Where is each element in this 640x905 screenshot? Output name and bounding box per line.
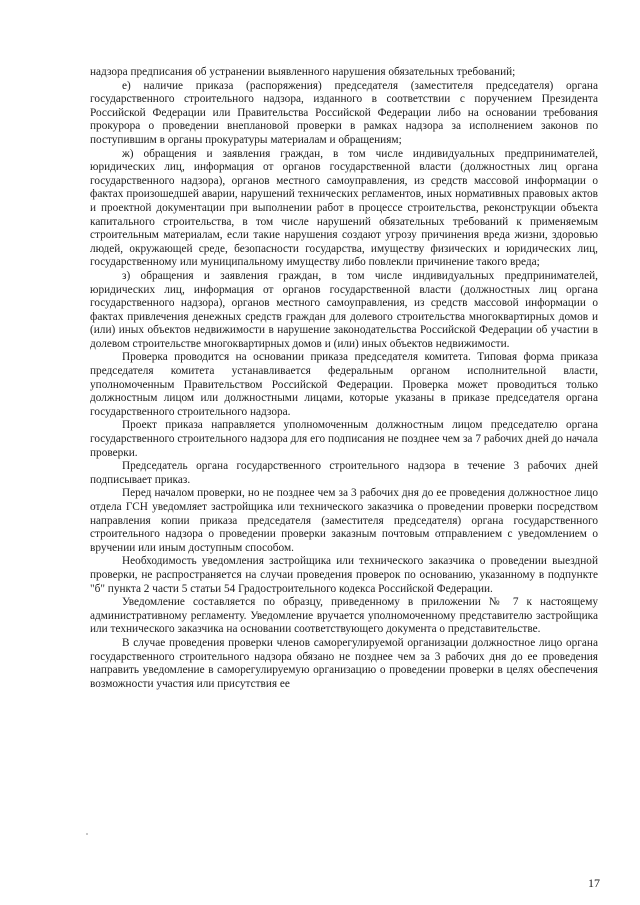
paragraph-continuation: надзора предписания об устранении выявленного нарушения обязательных требований; [90,66,516,78]
page-number: 17 [588,876,600,890]
paragraph-item-zh: ж) обращения и заявления граждан, в том числе индивидуальных предпринимателей, юридических лиц, информация от органов государственной власти (должностных лиц органа государственного надзора), органов местного самоуправления, из средств массовой информации о фактах произошедшей аварии, нарушений технических регламентов, иных нормативных правовых актов и проектной документации при выполнении работ в процессе строительства, реконструкции объекта капитального строительства, в том числе нарушений обязательных требований к применяемым строительным материалам, если такие нарушения создают угрозу причинения вреда жизни, здоровью людей, окружающей среде, безопасности государства, имуществу физических и юридических лиц, государственному или муниципальному имуществу либо повлекли причинение такого вреда; [90,147,598,269]
paragraph-item-z: з) обращения и заявления граждан, в том числе индивидуальных предпринимателей, юридических лиц, информация от органов государственной власти (должностных лиц органа государственного надзора), органов местного самоуправления, из средств массовой информации о фактах привлечения денежных средств граждан для долевого строительства многоквартирных домов и (или) иных объектов недвижимости в нарушение законодательства Российской Федерации об участии в долевом строительстве многоквартирных домов и (или) иных объектов недвижимости. [90,269,598,350]
paragraph-sro-inspection: В случае проведения проверки членов саморегулируемой организации должностное лицо органа государственного строительного надзора обязано не позднее чем за 3 рабочих дня до ее проведения направить уведомление в саморегулируемую организацию о проведении проверки в целях обеспечения возможности участия или присутствия ее [90,636,598,690]
paragraph-item-e: е) наличие приказа (распоряжения) председателя (заместителя председателя) органа государственного строительного надзора, изданного в соответствии с поручением Президента Российской Федерации или Правительства Российской Федерации либо на основании требования прокурора о проведении внеплановой проверки в рамках надзора за исполнением законов по поступившим в органы прокуратуры материалам и обращениям; [90,79,598,146]
paragraph-notice-necessity: Необходимость уведомления застройщика или технического заказчика о проведении выездной проверки, не распространяется на случаи проведения проверок по основанию, указанному в подпункте "б" пункта 2 части 5 статьи 54 Градостроительного кодекса Российской Федерации. [90,555,598,595]
body-text [90,66,598,691]
paragraph-inspection-order: Проверка проводится на основании приказа председателя комитета. Типовая форма приказа председателя комитета устанавливается федеральным органом исполнительной власти, уполномоченным Правительством Российской Федерации. Проверка может проводиться только должностным лицом или должностными лицами, которые указаны в приказе председателя органа государственного строительного надзора. [90,351,598,418]
paragraph-draft-order: Проект приказа направляется уполномоченным должностным лицом председателю органа государственного строительного надзора для его подписания не позднее чем за 7 рабочих дней до начала проверки. [90,419,598,459]
paragraph-notice-before-inspection: Перед началом проверки, но не позднее чем за 3 рабочих дня до ее проведения должностное лицо отдела ГСН уведомляет застройщика или технического заказчика о проведении проверки посредством направления копии приказа председателя (заместителя председателя) органа государственного строительного надзора о проведении проверки заказным почтовым отправлением с уведомлением о вручении или иным доступным способом. [90,487,598,554]
paragraph-chairman-signs: Председатель органа государственного строительного надзора в течение 3 рабочих дней подписывает приказ. [90,460,598,486]
scan-speck [86,833,88,835]
paragraph-notice-form: Уведомление составляется по образцу, приведенному в приложении № 7 к настоящему административному регламенту. Уведомление вручается уполномоченному представителю застройщика или технического заказчика на основании соответствующего документа о представительстве. [90,596,598,636]
